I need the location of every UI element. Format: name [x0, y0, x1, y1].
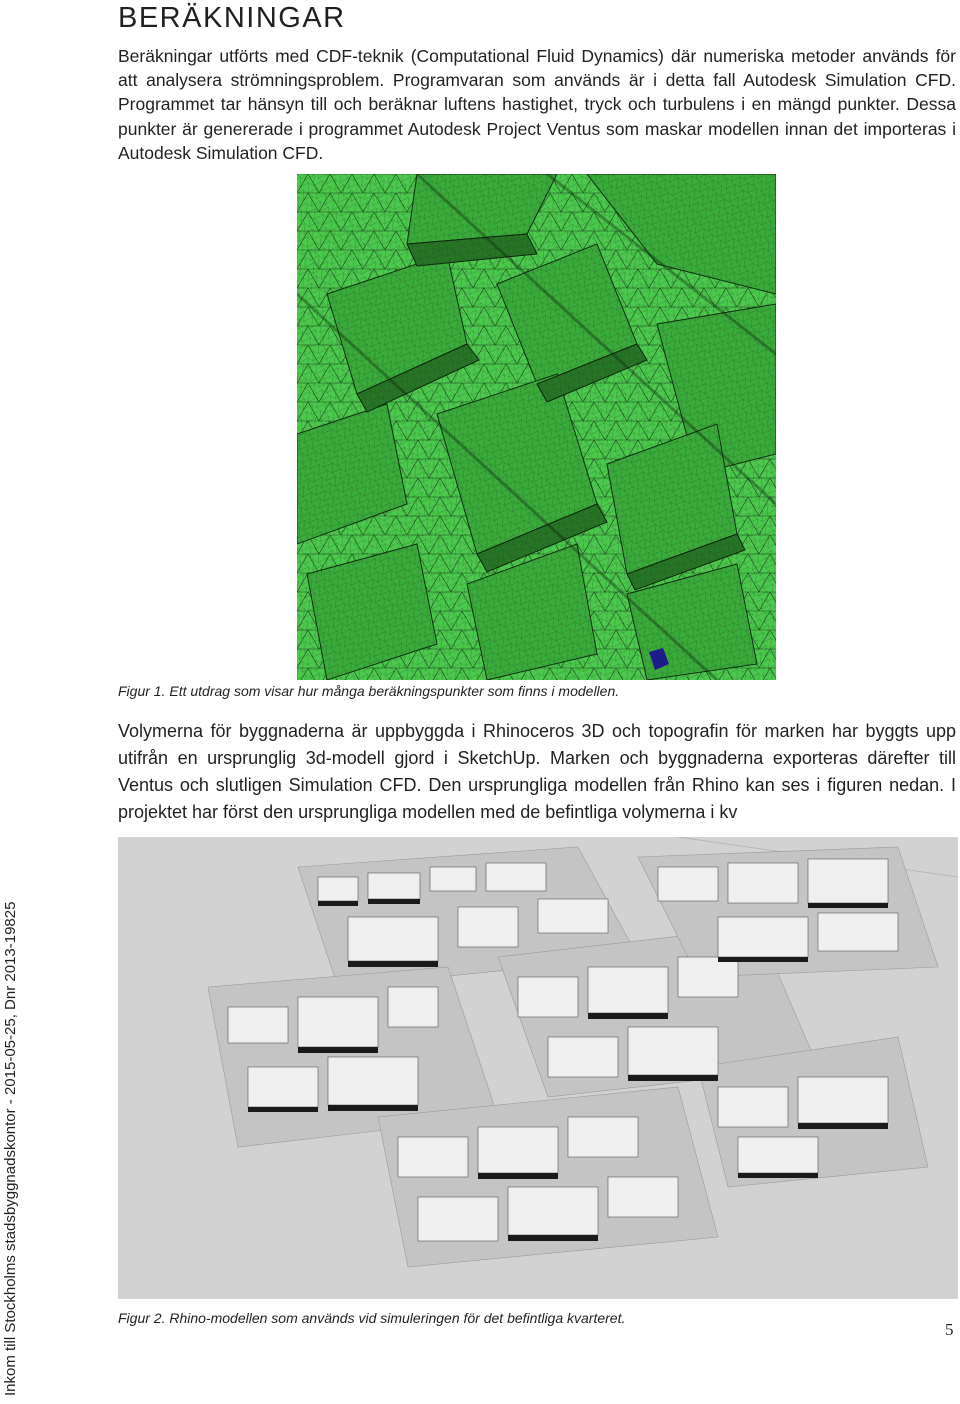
registration-stamp — [0, 884, 22, 1404]
rhino-model-image — [118, 837, 958, 1299]
cfd-mesh-image — [297, 174, 776, 680]
page-number: 5 — [945, 1320, 954, 1339]
figure-1-caption: Figur 1. Ett utdrag som visar hur många beräkningspunkter som finns i modellen. — [118, 683, 620, 699]
registration-stamp-text: Inkom till Stockholms stadsbyggnadskontor - 2015-05-25, Dnr 2013-19825 — [2, 901, 19, 1396]
body-paragraph: Volymerna för byggnaderna är uppbyggda i Rhinoceros 3D och topografin för marken har byggts upp utifrån en ursprunglig 3d-modell gjord i SketchUp. Marken och byggnaderna exporteras därefter till Ventus och slutligen Simulation CFD. Den ursprungliga modellen från Rhino kan ses i figuren nedan. I projektet har först den ursprungliga modellen med de befintliga volymerna i kv — [118, 721, 956, 822]
figure-1-cfd-mesh — [297, 174, 776, 680]
figure-2-caption: Figur 2. Rhino-modellen som används vid simuleringen för det befintliga kvarteret. — [118, 1310, 626, 1326]
page-heading: BERÄKNINGAR — [118, 2, 346, 34]
intro-paragraph: Beräkningar utförts med CDF-teknik (Computational Fluid Dynamics) där numeriska metoder används för att analysera strömningsproblem. Programvaran som används är i detta fall Autodesk Simulation CFD. Programmet tar hänsyn till och beräknar luftens hastighet, tryck och turbulens i en mängd punkter. Dessa punkter är genererade i programmet Autodesk Project Ventus som maskar modellen innan det importeras i Autodesk Simulation CFD. — [118, 46, 956, 163]
figure-2-rhino-model — [118, 837, 958, 1299]
